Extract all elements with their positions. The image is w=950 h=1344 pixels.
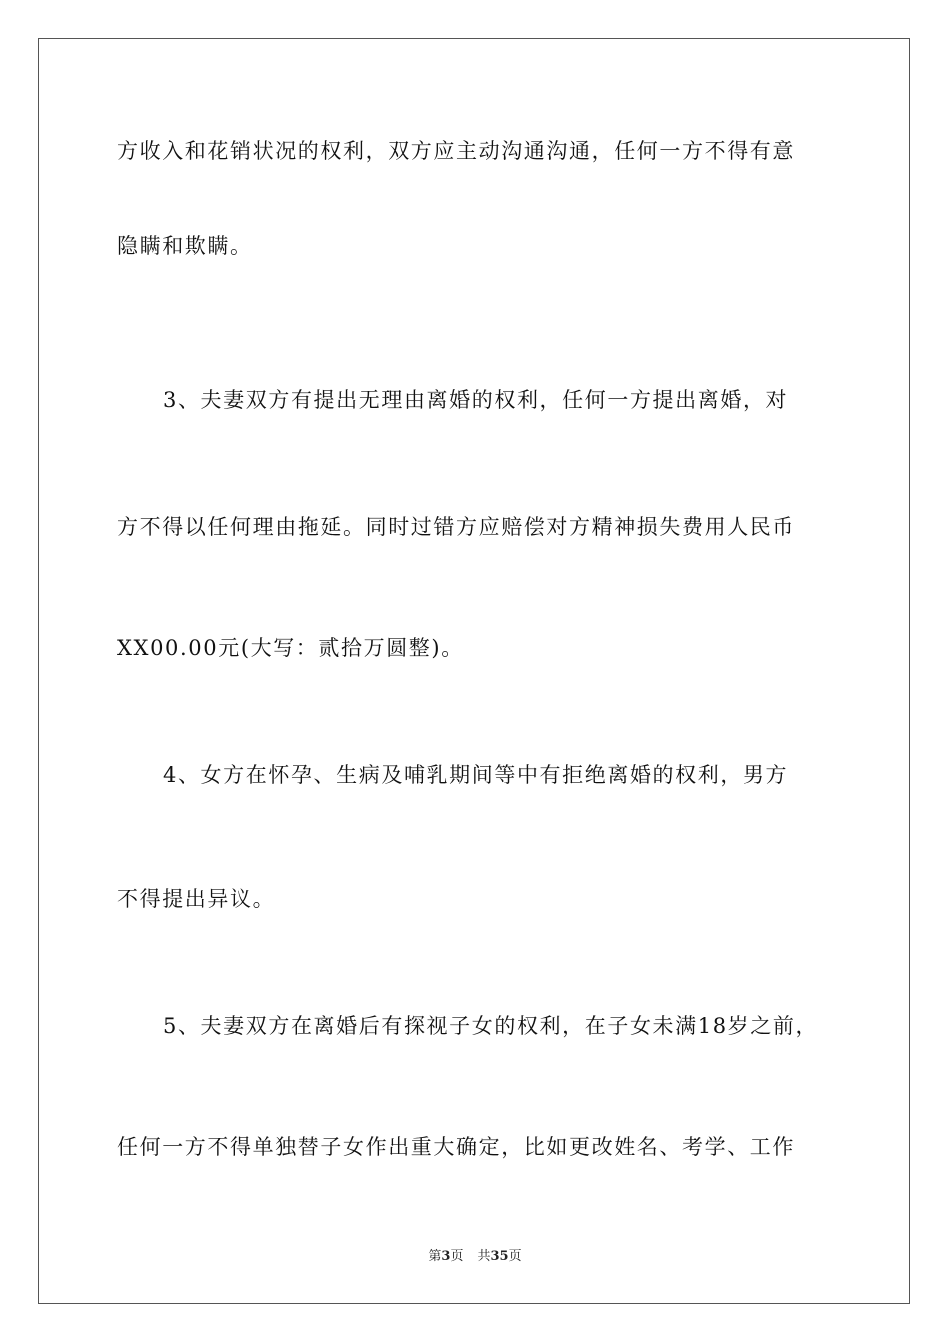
paragraph-line-1: 方收入和花销状况的权利，双方应主动沟通沟通，任何一方不得有意 [117,139,795,163]
paragraph-line-3: 3、夫妻双方有提出无理由离婚的权利，任何一方提出离婚，对 [163,388,789,412]
paragraph-line-6: 4、女方在怀孕、生病及哺乳期间等中有拒绝离婚的权利，男方 [163,763,789,787]
paragraph-line-8: 5、夫妻双方在离婚后有探视子女的权利，在子女未满18岁之前， [163,1014,819,1038]
page-footer [0,1248,950,1266]
paragraph-line-5: XX00.00元(大写：贰拾万圆整)。 [117,636,464,660]
paragraph-line-2: 隐瞒和欺瞒。 [117,234,253,258]
footer-total-prefix: 共 [477,1249,491,1264]
paragraph-line-7: 不得提出异议。 [117,887,276,911]
footer-page-suffix: 页 [450,1249,464,1264]
footer-total-suffix: 页 [508,1249,522,1264]
paragraph-line-9: 任何一方不得单独替子女作出重大确定，比如更改姓名、考学、工作 [117,1135,795,1159]
page-border [38,38,910,1304]
footer-page-current: 3 [441,1249,451,1264]
paragraph-line-4: 方不得以任何理由拖延。同时过错方应赔偿对方精神损失费用人民币 [117,515,795,539]
footer-page-total: 35 [490,1249,509,1264]
footer-page-prefix: 第 [428,1249,442,1264]
